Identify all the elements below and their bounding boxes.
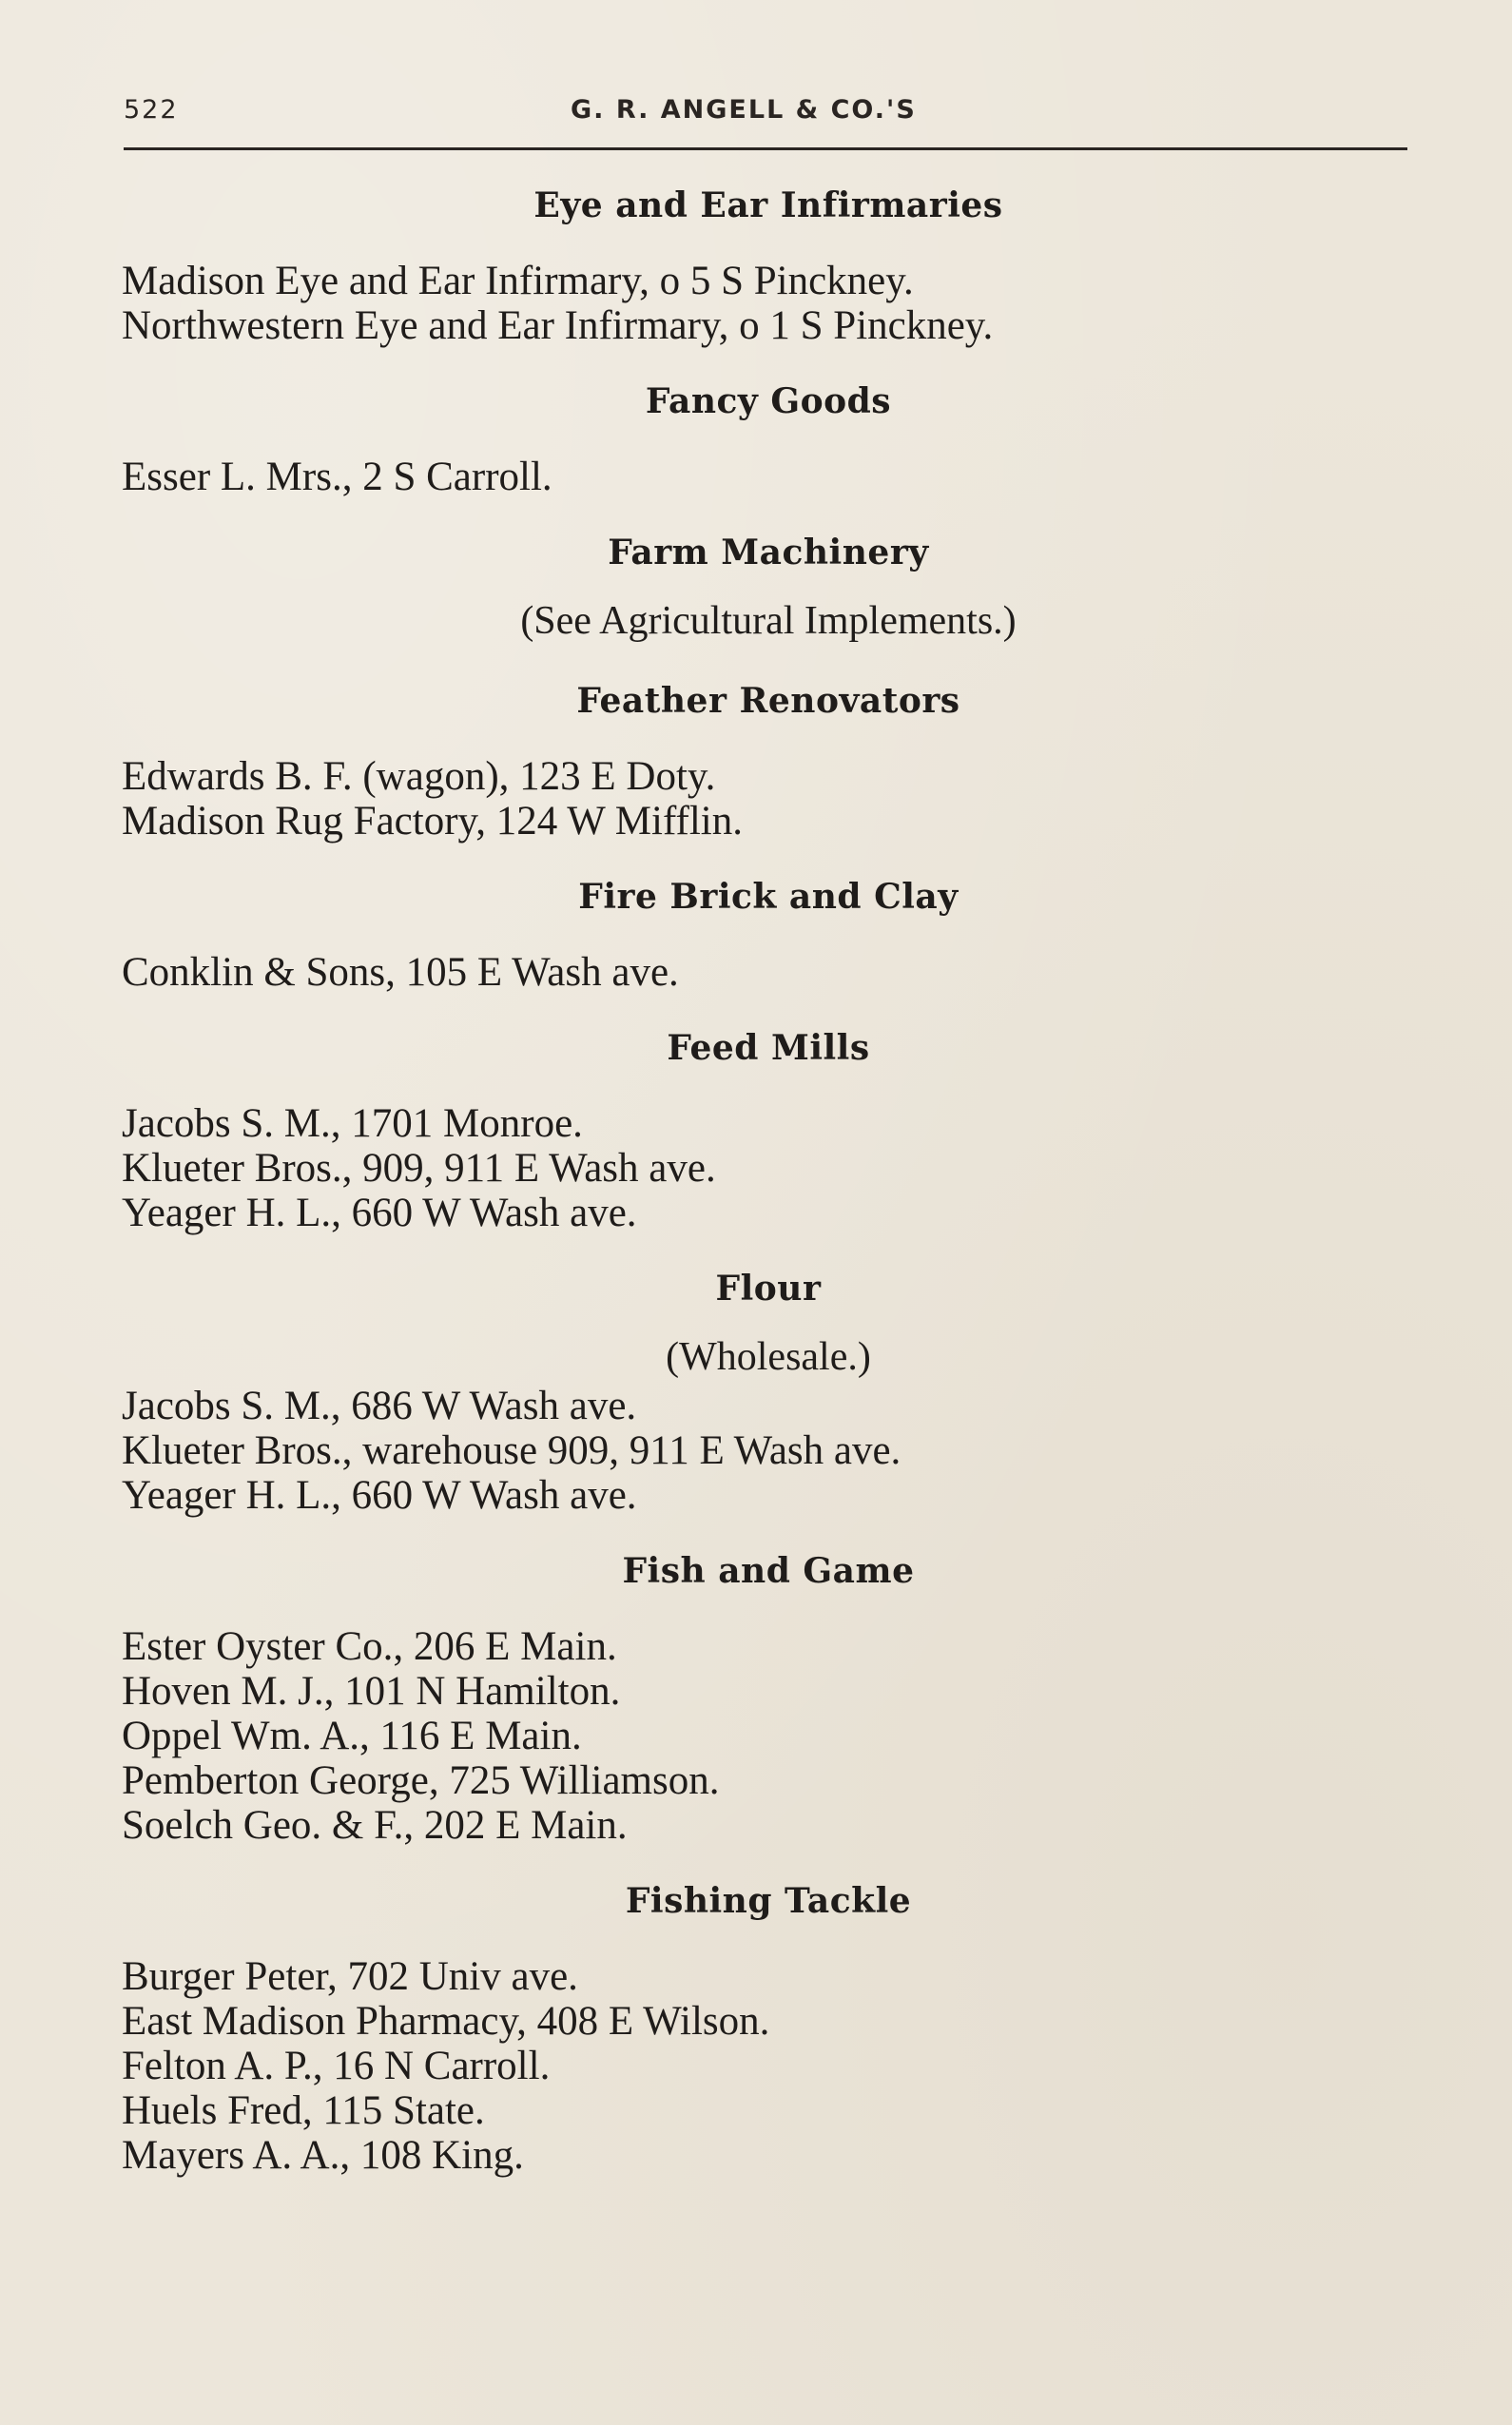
list-item: Burger Peter, 702 Univ ave. — [122, 1954, 578, 1999]
list-item: Mayers A. A., 108 King. — [122, 2133, 524, 2178]
list-item: Madison Rug Factory, 124 W Mifflin. — [122, 799, 743, 844]
spacer — [122, 348, 1415, 377]
section-fire-brick-and-clay — [122, 872, 1415, 995]
spacer — [122, 1926, 1415, 1954]
running-title: G. R. ANGELL & CO.'S — [571, 95, 917, 125]
list-item: Conklin & Sons, 105 E Wash ave. — [122, 950, 679, 995]
list-item: Klueter Bros., 909, 911 E Wash ave. — [122, 1146, 716, 1191]
spacer — [122, 1073, 1415, 1101]
spacer — [122, 577, 1415, 594]
spacer — [122, 844, 1415, 872]
section-heading: Fancy Goods — [645, 381, 892, 421]
list-item: Ester Oyster Co., 206 E Main. — [122, 1624, 617, 1669]
list-item: Soelch Geo. & F., 202 E Main. — [122, 1803, 628, 1848]
list-item: Esser L. Mrs., 2 S Carroll. — [122, 455, 552, 499]
section-flour — [122, 1264, 1415, 1518]
section-heading: Feather Renovators — [576, 681, 960, 721]
section-subheading: (Wholesale.) — [666, 1335, 871, 1379]
header-rule — [124, 147, 1407, 150]
list-item: Felton A. P., 16 N Carroll. — [122, 2044, 551, 2088]
section-feed-mills — [122, 1023, 1415, 1235]
section-farm-machinery — [122, 528, 1415, 648]
spacer — [122, 995, 1415, 1023]
spacer — [122, 230, 1415, 259]
spacer — [122, 1313, 1415, 1330]
list-item: Yeager H. L., 660 W Wash ave. — [122, 1191, 637, 1235]
section-heading: Fire Brick and Clay — [578, 877, 959, 917]
spacer — [122, 1235, 1415, 1264]
list-item: Edwards B. F. (wagon), 123 E Doty. — [122, 754, 716, 799]
section-heading: Eye and Ear Infirmaries — [533, 185, 1003, 225]
spacer — [122, 922, 1415, 950]
list-item: Jacobs S. M., 1701 Monroe. — [122, 1101, 583, 1146]
directory-listing — [122, 181, 1415, 2178]
list-item: Huels Fred, 115 State. — [122, 2088, 485, 2133]
page-number: 522 — [124, 95, 179, 125]
section-fish-and-game — [122, 1546, 1415, 1848]
running-head — [124, 95, 1407, 143]
spacer — [122, 426, 1415, 455]
section-eye-and-ear-infirmaries — [122, 181, 1415, 348]
section-heading: Fish and Game — [622, 1551, 915, 1591]
spacer — [122, 1518, 1415, 1546]
spacer — [122, 1848, 1415, 1876]
list-item: Hoven M. J., 101 N Hamilton. — [122, 1669, 621, 1714]
list-item: Northwestern Eye and Ear Infirmary, o 1 S Pinckney. — [122, 303, 994, 348]
section-heading: Fishing Tackle — [625, 1881, 912, 1921]
cross-reference: (See Agricultural Implements.) — [520, 599, 1017, 643]
spacer — [122, 1596, 1415, 1624]
list-item: Klueter Bros., warehouse 909, 911 E Wash ave. — [122, 1428, 901, 1473]
spacer — [122, 648, 1415, 676]
section-heading: Feed Mills — [667, 1028, 870, 1068]
section-fishing-tackle — [122, 1876, 1415, 2178]
list-item: East Madison Pharmacy, 408 E Wilson. — [122, 1999, 770, 2044]
spacer — [122, 726, 1415, 754]
list-item: Jacobs S. M., 686 W Wash ave. — [122, 1384, 637, 1428]
section-fancy-goods — [122, 377, 1415, 499]
section-heading: Flour — [715, 1269, 822, 1309]
list-item: Yeager H. L., 660 W Wash ave. — [122, 1473, 637, 1518]
section-feather-renovators — [122, 676, 1415, 844]
spacer — [122, 499, 1415, 528]
list-item: Pemberton George, 725 Williamson. — [122, 1758, 720, 1803]
section-heading: Farm Machinery — [608, 533, 929, 572]
list-item: Oppel Wm. A., 116 E Main. — [122, 1714, 582, 1758]
list-item: Madison Eye and Ear Infirmary, o 5 S Pinckney. — [122, 259, 914, 303]
